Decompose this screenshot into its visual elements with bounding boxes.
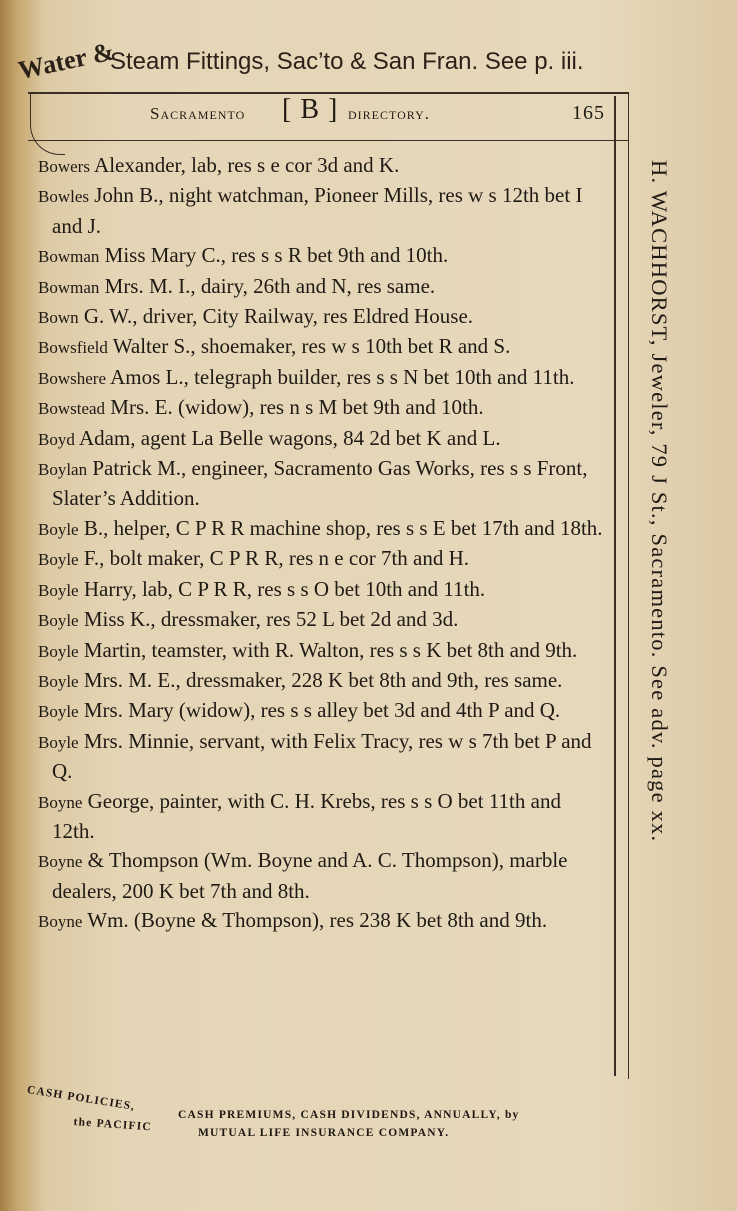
directory-entry [38,363,608,393]
directory-entry [38,302,608,332]
top-advert-banner [15,36,718,90]
side-advert [628,160,688,1030]
footer-line2a: the PACIFIC [73,1116,153,1134]
entry-surname: Boyle [38,519,79,539]
entry-surname: Bowles [38,187,89,207]
entry-surname: Boyle [38,641,79,661]
entry-text: Mrs. M. I., dairy, 26th and N, res same. [104,273,436,298]
entry-text: Wm. (Boyne & Thompson), res 238 K bet 8th and 9th. [87,908,548,933]
header-directory: directory. [348,104,431,123]
directory-entry [38,605,608,635]
entry-text: B., helper, C P R R machine shop, res s s E bet 17th and 18th. [83,515,603,540]
side-rule [614,96,616,1076]
entry-surname: Bowers [38,157,90,176]
directory-entry [38,846,608,906]
directory-entry [38,272,608,302]
entry-surname: Bowsfield [38,338,108,358]
entry-text: Walter S., shoemaker, res w s 10th bet R and S. [112,334,511,359]
entry-text: Mrs. Minnie, servant, with Felix Tracy, res w s 7th bet P and Q. [52,728,592,784]
header-rule [28,140,628,141]
entry-surname: Bowman [38,277,100,297]
entry-surname: Boyd [38,429,75,449]
entry-text: Mrs. Mary (widow), res s s alley bet 3d and 4th P and Q. [83,698,561,723]
directory-entry [38,727,608,787]
entry-surname: Boyne [38,852,83,872]
entry-text: G. W., driver, City Railway, res Eldred House. [83,304,474,329]
directory-entry [38,332,608,362]
entry-surname: Boyle [38,702,79,722]
header-city: Sacramento [150,104,246,123]
entry-surname: Bowstead [38,399,106,419]
entry-surname: Boyne [38,792,83,812]
directory-entry [38,787,608,847]
entry-surname: Boyle [38,611,79,631]
entry-surname: Boyle [38,550,79,570]
side-advert-text: H. WACHHORST, Jeweler, 79 J St., Sacramento. See adv. page xx. [647,160,672,843]
directory-entry [38,393,608,423]
footer-line1b: CASH PREMIUMS, CASH DIVIDENDS, ANNUALLY, by [178,1109,520,1121]
directory-entry [38,514,608,544]
page-number: 165 [572,102,605,124]
directory-entry [38,666,608,696]
entry-text: Mrs. E. (widow), res n s M bet 9th and 10th. [110,395,484,420]
entry-text: Miss K., dressmaker, res 52 L bet 2d and 3d. [83,607,459,632]
footer-line2b: MUTUAL LIFE INSURANCE COMPANY. [198,1127,450,1139]
entry-text: Mrs. M. E., dressmaker, 228 K bet 8th and 9th, res same. [83,667,563,692]
directory-entry [38,424,608,454]
footer-line1a: CASH POLICIES, [26,1084,137,1113]
frame-corner-ornament [30,94,65,155]
entry-text: Adam, agent La Belle wagons, 84 2d bet K and L. [78,425,501,450]
header-letter: [ B ] [282,94,339,125]
entry-text: Alexander, lab, res s e cor 3d and K. [94,153,400,177]
entry-text: Miss Mary C., res s s R bet 9th and 10th. [104,243,449,268]
entry-text: John B., night watchman, Pioneer Mills, res w s 12th bet I and J. [52,183,583,238]
directory-entry [38,241,608,271]
entry-text: & Thompson (Wm. Boyne and A. C. Thompson), marble dealers, 200 K bet 7th and 8th. [52,848,568,903]
entry-surname: Boyle [38,732,79,752]
entry-surname: Boylan [38,460,88,480]
directory-entries [38,151,608,937]
directory-entry [38,696,608,726]
entry-surname: Boyle [38,671,79,691]
entry-surname: Boyle [38,580,79,600]
banner-text: Steam Fittings, Sac’to & San Fran. See p. iii. [110,48,584,75]
directory-entry [38,575,608,605]
directory-entry [38,636,608,666]
running-header [150,94,620,136]
directory-entry [38,151,608,181]
entry-text: F., bolt maker, C P R R, res n e cor 7th and H. [83,546,470,571]
entry-text: Martin, teamster, with R. Walton, res s s K bet 8th and 9th. [83,637,578,662]
directory-entry [38,454,608,514]
footer-advert [28,1084,628,1144]
entry-text: Patrick M., engineer, Sacramento Gas Works, res s s Front, Slater’s Addition. [52,456,588,511]
entry-surname: Bowshere [38,368,106,388]
entry-surname: Bown [38,308,79,328]
directory-entry [38,906,608,936]
entry-text: Amos L., telegraph builder, res s s N bet 10th and 11th. [110,364,575,389]
banner-lead-text: Water & [15,36,117,86]
entry-text: George, painter, with C. H. Krebs, res s s O bet 11th and 12th. [52,788,561,843]
entry-surname: Boyne [38,912,83,932]
entry-surname: Bowman [38,247,100,267]
entry-text: Harry, lab, C P R R, res s s O bet 10th and 11th. [83,576,486,601]
directory-entry [38,181,608,241]
directory-entry [38,544,608,574]
